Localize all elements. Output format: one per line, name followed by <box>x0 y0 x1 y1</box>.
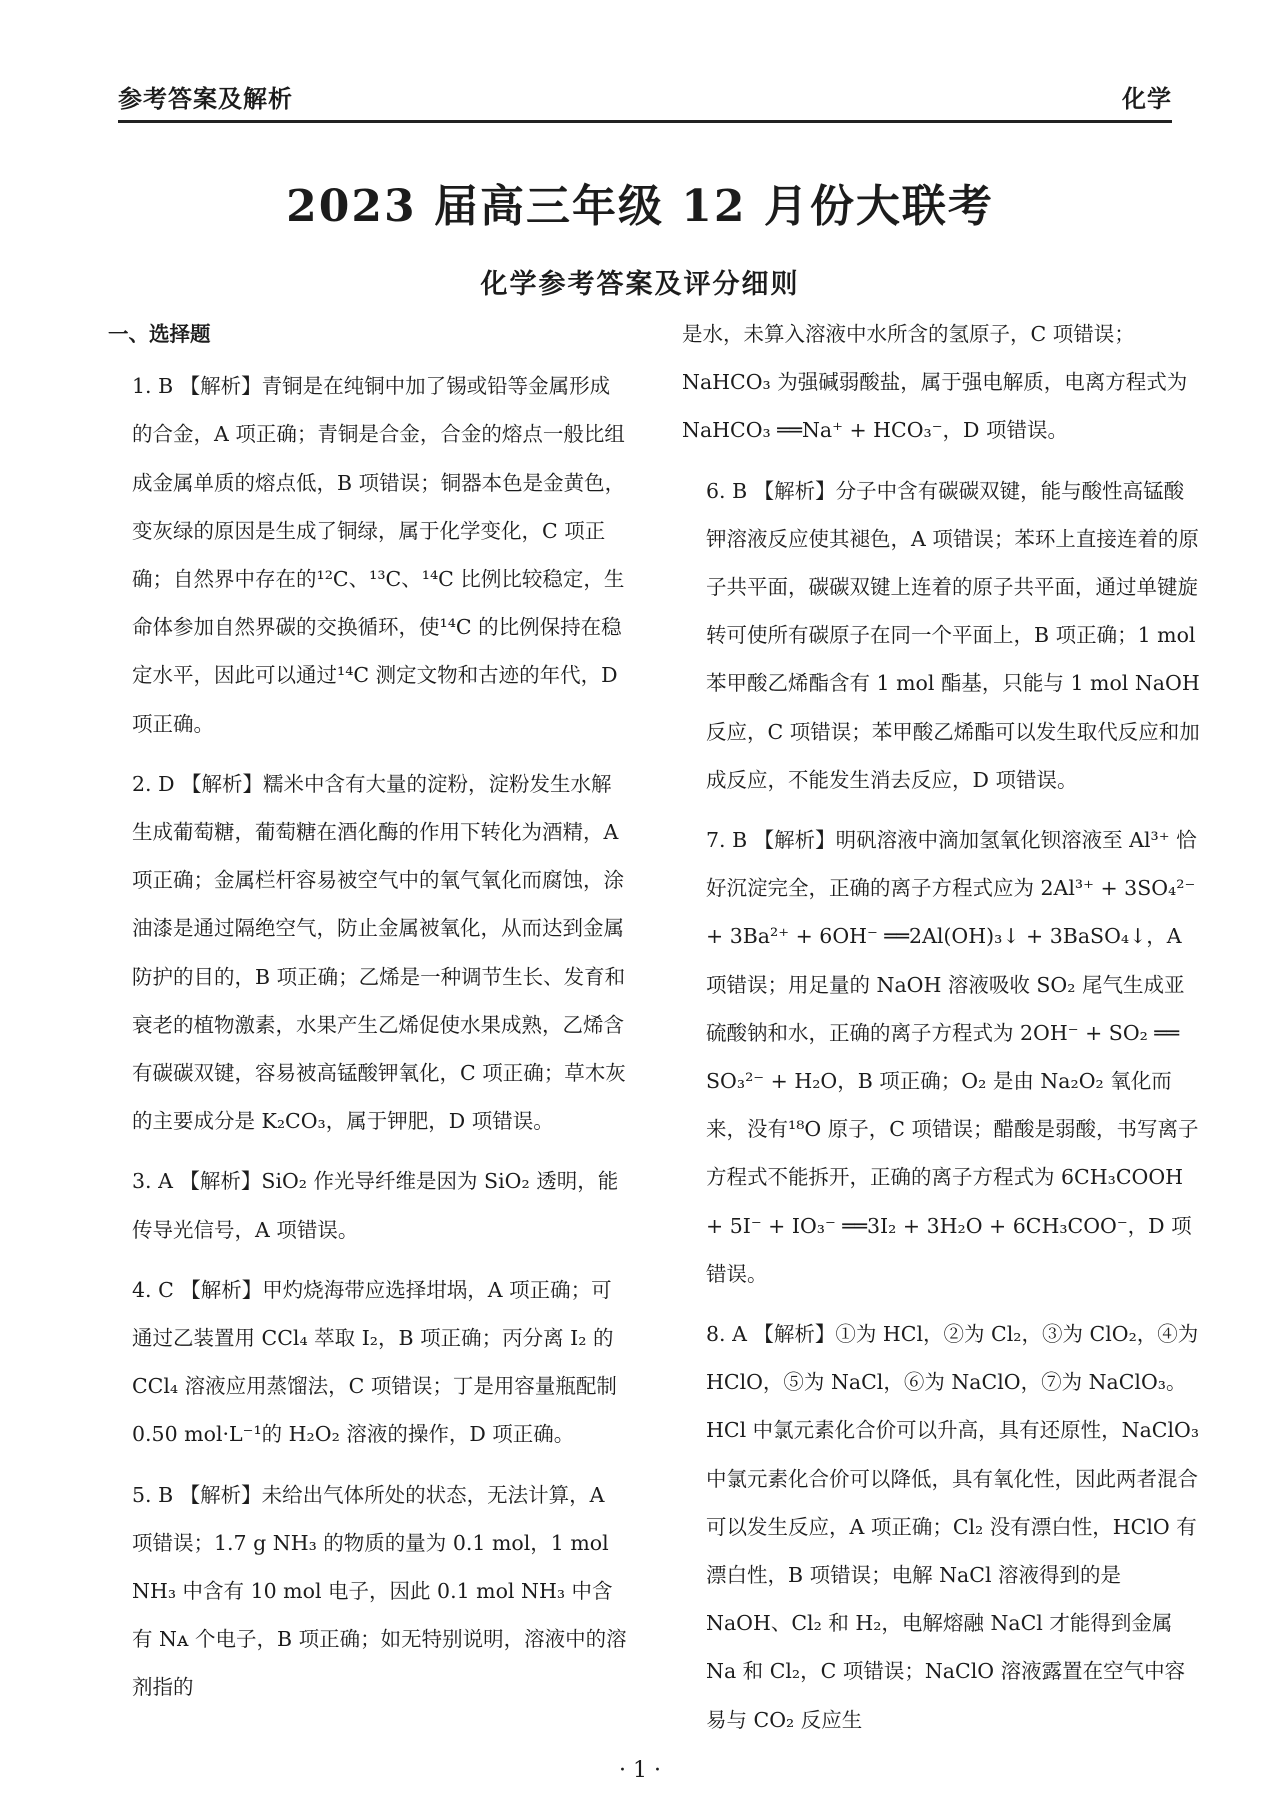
page-title: 2023 届高三年级 12 月份大联考 <box>286 181 994 232</box>
header-left: 参考答案及解析 <box>118 84 293 113</box>
answer-item-1: 1. B 【解析】青铜是在纯铜中加了锡或铅等金属形成的合金，A 项正确；青铜是合金，合金的熔点一般比组成金属单质的熔点低，B 项错误；铜器本色是金黄色，变灰绿的原因是生成了铜绿，属于化学变化，C 项正确；自然界中存在的¹²C、¹³C、¹⁴C 比例比较稳定，生命体参加自然界碳的交换循环，使¹⁴C 的比例保持在稳定水平，因此可以通过¹⁴C 测定文物和古迹的年代，D 项正确。 <box>132 374 626 736</box>
answer-item-8: 8. A 【解析】①为 HCl，②为 Cl₂，③为 ClO₂，④为 HClO，⑤为 NaCl，⑥为 NaClO，⑦为 NaClO₃。HCl 中氯元素化合价可以升高，具有还原性，NaClO₃ 中氯元素化合价可以降低，具有氧化性，因此两者混合可以发生反应，A 项正确；Cl₂ 没有漂白性，HClO 有漂白性，B 项错误；电解 NaCl 溶液得到的是 NaOH、Cl₂ 和 H₂，电解熔融 NaCl 才能得到金属 Na 和 Cl₂，C 项错误；NaClO 溶液露置在空气中容易与 CO₂ 反应生 <box>706 1322 1200 1732</box>
section-heading: 一、选择题 <box>108 322 211 346</box>
answer-item-4: 4. C 【解析】甲灼烧海带应选择坩埚，A 项正确；可通过乙装置用 CCl₄ 萃取 I₂，B 项正确；丙分离 I₂ 的 CCl₄ 溶液应用蒸馏法，C 项错误；丁是用容量瓶配制 0.50 mol·L⁻¹的 H₂O₂ 溶液的操作，D 项正确。 <box>132 1277 617 1447</box>
answer-item-5-continued: 是水，未算入溶液中水所含的氢原子，C 项错误；NaHCO₃ 为强碱弱酸盐，属于强电解质，电离方程式为 NaHCO₃ ══Na⁺ + HCO₃⁻，D 项错误。 <box>682 322 1188 443</box>
header-right: 化学 <box>1122 84 1172 113</box>
running-header <box>118 80 1172 123</box>
answer-item-7: 7. B 【解析】明矾溶液中滴加氢氧化钡溶液至 Al³⁺ 恰好沉淀完全，正确的离子方程式应为 2Al³⁺ + 3SO₄²⁻ + 3Ba²⁺ + 6OH⁻ ══2Al(OH)₃↓ + 3BaSO₄↓，A 项错误；用足量的 NaOH 溶液吸收 SO₂ 尾气生成亚硫酸钠和水，正确的离子方程式为 2OH⁻ + SO₂ ══ SO₃²⁻ + H₂O，B 项正确；O₂ 是由 Na₂O₂ 氧化而来，没有¹⁸O 原子，C 项错误；醋酸是弱酸，书写离子方程式不能拆开，正确的离子方程式为 6CH₃COOH + 5I⁻ + IO₃⁻ ══3I₂ + 3H₂O + 6CH₃COO⁻，D 项错误。 <box>706 828 1199 1286</box>
page-number: · 1 · <box>619 1758 661 1783</box>
answer-item-5: 5. B 【解析】未给出气体所处的状态，无法计算，A 项错误；1.7 g NH₃ 的物质的量为 0.1 mol，1 mol NH₃ 中含有 10 mol 电子，因此 0.1 mol NH₃ 中含有 Nᴀ 个电子，B 项正确；如无特别说明，溶液中的溶剂指的 <box>132 1482 627 1700</box>
right-column <box>682 310 1202 1756</box>
answer-item-3: 3. A 【解析】SiO₂ 作光导纤维是因为 SiO₂ 透明，能传导光信号，A 项错误。 <box>132 1169 619 1242</box>
answer-item-2: 2. D 【解析】糯米中含有大量的淀粉，淀粉发生水解生成葡萄糖，葡萄糖在酒化酶的作用下转化为酒精，A 项正确；金属栏杆容易被空气中的氧气氧化而腐蚀，涂油漆是通过隔绝空气，防止金属被氧化，从而达到金属防护的目的，B 项正确；乙烯是一种调节生长、发育和衰老的植物激素，水果产生乙烯促使水果成熟，乙烯含有碳碳双键，容易被高锰酸钾氧化，C 项正确；草木灰的主要成分是 K₂CO₃，属于钾肥，D 项错误。 <box>132 771 626 1134</box>
page-subtitle: 化学参考答案及评分细则 <box>480 269 800 300</box>
answer-item-6: 6. B 【解析】分子中含有碳碳双键，能与酸性高锰酸钾溶液反应使其褪色，A 项错误；苯环上直接连着的原子共平面，碳碳双键上连着的原子共平面，通过单键旋转可使所有碳原子在同一个平面上，B 项正确；1 mol苯甲酸乙烯酯含有 1 mol 酯基，只能与 1 mol NaOH 反应，C 项错误；苯甲酸乙烯酯可以发生取代反应和加成反应，不能发生消去反应，D 项错误。 <box>706 478 1200 792</box>
left-column <box>108 310 628 1724</box>
